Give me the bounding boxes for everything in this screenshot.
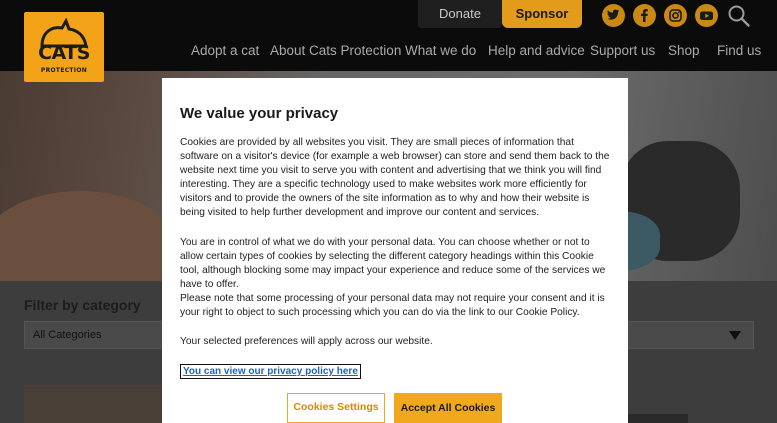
cookie-consent-dialog xyxy=(162,78,628,423)
youtube-icon[interactable] xyxy=(695,4,718,27)
nav-about-cats-protection[interactable]: About Cats Protection xyxy=(270,43,402,58)
dialog-paragraph-preferences: Your selected preferences will apply across our website. xyxy=(180,336,433,347)
nav-find-us[interactable]: Find us xyxy=(717,43,762,58)
search-icon[interactable] xyxy=(727,4,751,28)
nav-help-and-advice[interactable]: Help and advice xyxy=(488,43,585,58)
accept-all-cookies-button[interactable]: Accept All Cookies xyxy=(394,393,502,423)
dialog-paragraph-cookies: Cookies are provided by all websites you visit. They are small pieces of information that software on a visitor's device (for example a web browser) can store and send them back to the website next time you visit to serve you with content and advertising that we think you will find interesting. They are a specific technology used to make websites work more efficiently for visitors and to provide the owners of the site information as to why and how their website is being visited to help further development and improve our content and services. xyxy=(180,137,610,219)
dialog-paragraph-processing: Please note that some processing of your personal data may not require your consent and it is your right to object to such processing which you can do via the link to our Cookie Policy. xyxy=(180,293,605,319)
instagram-icon[interactable] xyxy=(664,4,687,27)
privacy-policy-link[interactable]: You can view our privacy policy here xyxy=(180,364,361,379)
category-select-value: All Categories xyxy=(33,329,102,341)
nav-adopt-a-cat[interactable]: Adopt a cat xyxy=(191,43,260,58)
nav-what-we-do[interactable]: What we do xyxy=(405,43,477,58)
facebook-icon[interactable] xyxy=(633,4,656,27)
site-header xyxy=(0,0,777,71)
chevron-down-icon xyxy=(729,331,741,340)
cookies-settings-button[interactable]: Cookies Settings xyxy=(287,393,385,423)
cats-protection-logo[interactable] xyxy=(24,12,104,82)
logo-wordmark: CATS xyxy=(38,42,90,64)
sponsor-button[interactable]: Sponsor xyxy=(502,0,582,28)
secondary-select[interactable] xyxy=(620,321,754,349)
category-select[interactable] xyxy=(24,321,174,349)
article-card-image[interactable] xyxy=(24,385,164,423)
filter-heading: Filter by category xyxy=(24,297,141,313)
nav-shop[interactable]: Shop xyxy=(668,43,700,58)
dialog-title: We value your privacy xyxy=(180,105,339,122)
article-card-title[interactable] xyxy=(628,414,688,423)
twitter-icon[interactable] xyxy=(602,4,625,27)
nav-support-us[interactable]: Support us xyxy=(590,43,656,58)
logo-subtitle: PROTECTION xyxy=(40,67,88,74)
dialog-paragraph-control: You are in control of what we do with your personal data. You can choose whether or not to allow certain types of cookies by selecting the different category headings within this Cookie tool, although blocking some may impact your experience and reduce some of the services we have to offer. xyxy=(180,237,606,291)
donate-button[interactable]: Donate xyxy=(418,0,502,28)
